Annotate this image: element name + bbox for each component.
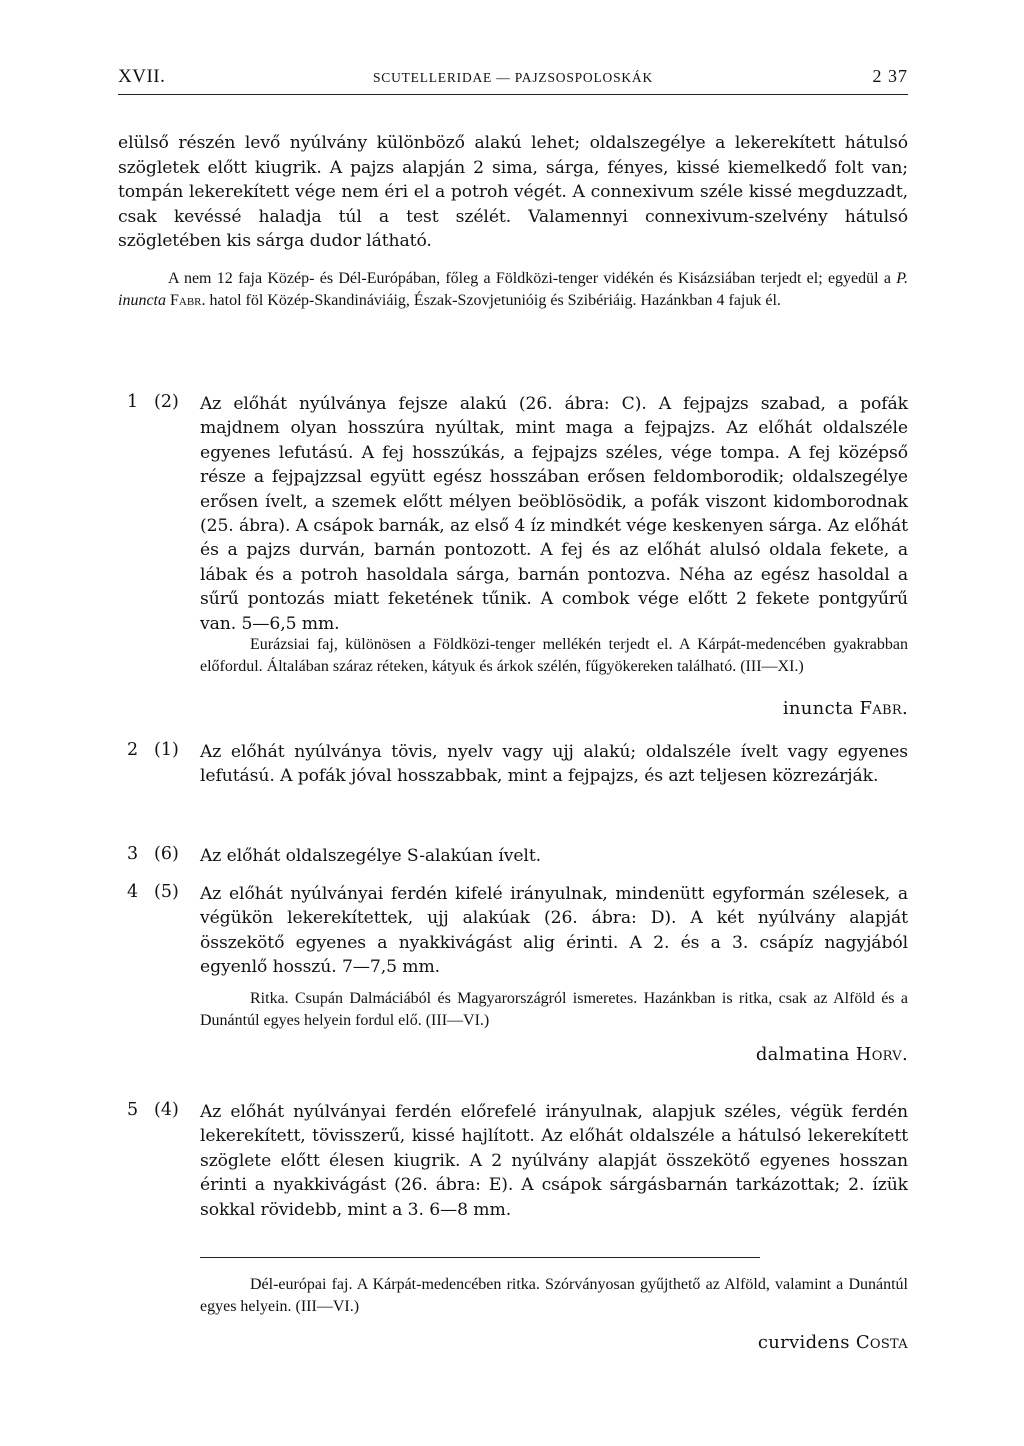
separator-rule	[200, 1257, 760, 1258]
couplet-text: Az előhát nyúlványai ferdén kifelé irányulnak, mindenütt egyformán szélesek, a végükön lekerekítettek, ujj alakúak (26. ábra: D). A két nyúlvány alapját összekötő egyenes a nyakkivágást alig érinti. A 2. és a 3. csápíz nagyjából egyenlő hosszú. 7—7,5 mm.	[200, 884, 908, 978]
running-title: SCUTELLERIDAE — PAJZSOSPOLOSKÁK	[372, 70, 654, 85]
genus-note-species: P. inuncta	[118, 270, 908, 309]
chapter-number: XVII.	[118, 66, 166, 87]
couplet-number: 4	[127, 882, 139, 902]
couplet-reference: (5)	[154, 882, 179, 902]
couplet-note: Eurázsiai faj, különösen a Földközi-tenger mellékén terjedt el. A Kárpát-medencében gyakrabban előfordul. Általában száraz réteken, kátyuk és árkok szélén, fűgyökereken található. (III—XI.)	[200, 636, 908, 675]
couplet-note: Dél-európai faj. A Kárpát-medencében ritka. Szórványosan gyűjthető az Alföld, valamint a Dunántúl egyes helyein. (III—VI.)	[200, 1276, 908, 1315]
species-name	[783, 698, 908, 719]
header-rule	[118, 94, 908, 95]
couplet-number: 3	[127, 844, 139, 864]
species-author: Horv.	[855, 1044, 908, 1065]
species-author: Costa	[855, 1332, 908, 1353]
species-name	[756, 1044, 908, 1065]
couplet-text: Az előhát nyúlványa tövis, nyelv vagy ujj alakú; oldalszéle ívelt vagy egyenes lefutású. A pofák jóval hosszabbak, mint a fejpajzs, és azt teljesen közrezárják.	[200, 742, 908, 787]
couplet-text: Az előhát oldalszegélye S-alakúan ívelt.	[200, 846, 542, 866]
couplet-reference: (1)	[154, 740, 179, 760]
couplet-note: Ritka. Csupán Dalmáciából és Magyarországról ismeretes. Hazánkban is ritka, csak az Alföld és a Dunántúl egyes helyein fordul elő. (III—VI.)	[200, 990, 908, 1029]
couplet-reference: (4)	[154, 1100, 179, 1120]
couplet-reference: (6)	[154, 844, 179, 864]
species-epithet: inuncta	[782, 698, 854, 719]
species-name	[758, 1332, 908, 1353]
couplet-reference: (2)	[154, 392, 179, 412]
couplet-text: Az előhát nyúlványa fejsze alakú (26. ábra: C). A fejpajzs szabad, a pofák majdnem olyan hosszúra nyúltak, mint maga a fejpajzs. Az előhát oldalszéle egyenes lefutású. A fej hosszúkás, a fejpajzs széles, vége tompa. A fej középső része a fejpajzzsal együtt egész hosszában erősen feldomborodik; oldalszegélye erősen ívelt, a szemek előtt mélyen beöblösödik, a pofák viszont kidomborodnak (25. ábra). A csápok barnák, az első 4 íz mindkét vége keskenyen sárga. Az előhát és a pajzs durván, barnán pontozott. A fej és az előhát alulsó oldala fekete, a lábak és a potroh hasoldala sárga, barnán pontozva. Néha az egész hasoldal a sűrű pontozás miatt feketének tűnik. A combok vége előtt 2 fekete pontgyűrű van. 5—6,5 mm.	[200, 394, 908, 634]
genus-note-text: A nem 12 faja Közép- és Dél-Európában, főleg a Földközi-tenger vidékén és Kisázsiában terjedt el; egyedül a	[168, 270, 897, 287]
couplet-text: Az előhát nyúlványai ferdén előrefelé irányulnak, alapjuk széles, végük ferdén lekerekített, tövisszerű, kissé hajlított. Az előhát oldalszéle a hátulsó lekerekített szöglete előtt élesen kiugrik. A 2 nyúlvány alapját összekötő egyenes hosszan érinti a nyakkivágást (26. ábra: E). A csápok sárgásbarnán tarkázottak; 2. ízük sokkal rövidebb, mint a 3. 6—8 mm.	[200, 1102, 908, 1220]
intro-paragraph: elülső részén levő nyúlvány különböző alakú lehet; oldalszegélye a lekerekített hátulsó szögletek előtt kiugrik. A pajzs alapján 2 sima, sárga, fényes, kissé kiemelkedő folt van; tompán lekerekített vége nem éri el a potroh végét. A connexivum széle kissé megduzzadt, csak kevéssé haladja túl a test szélét. Valamennyi connexivum-szelvény hátulsó szögletében kis sárga dudor látható.	[118, 133, 908, 251]
species-author: Fabr.	[859, 698, 908, 719]
couplet-number: 5	[127, 1100, 139, 1120]
couplet-number: 1	[127, 392, 139, 412]
genus-note-author: Fabr.	[166, 291, 206, 309]
species-epithet: curvidens	[757, 1332, 850, 1353]
page-number: 2 37	[872, 66, 908, 86]
species-epithet: dalmatina	[755, 1044, 850, 1065]
genus-note	[118, 268, 908, 311]
running-head	[118, 66, 908, 92]
genus-note-text-end: hatol föl Közép-Skandináviáig, Észak-Szovjetunióig és Szibériáig. Hazánkban 4 fajuk él.	[205, 291, 781, 309]
couplet-number: 2	[127, 740, 139, 760]
